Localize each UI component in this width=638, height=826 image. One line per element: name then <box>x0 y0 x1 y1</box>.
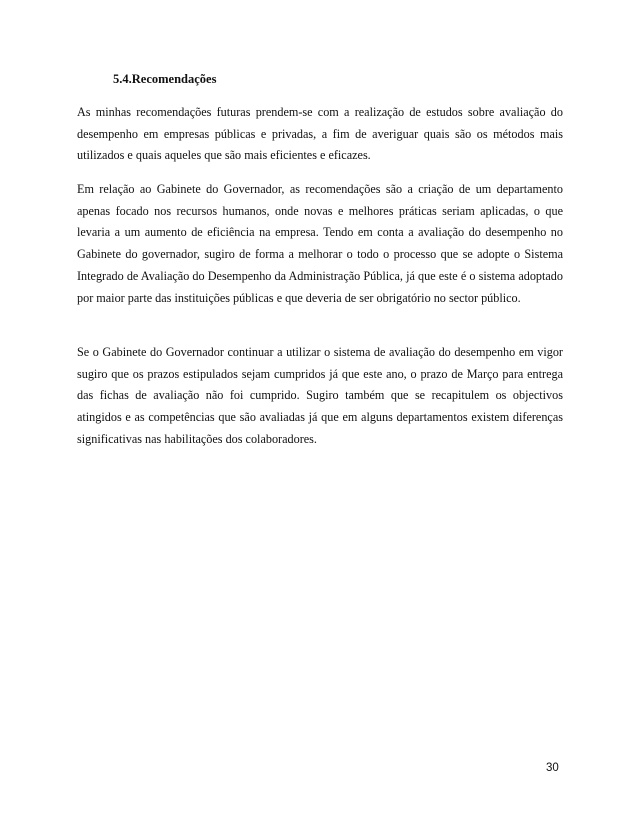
section-heading: 5.4.Recomendações <box>113 72 217 86</box>
paragraph-governor-office: Em relação ao Gabinete do Governador, as recomendações são a criação de um departamento apenas focado nos recursos humanos, onde novas e melhores práticas seriam aplicadas, o que levaria a um aumento de eficiência na empresa. Tendo em conta a avaliação do desempenho no Gabinete do governador, sugiro de forma a melhorar o todo o processo que se adopte o Sistema Integrado de Avaliação do Desempenho da Administração Pública, já que este é o sistema adoptado por maior parte das instituições públicas e que deveria de ser obrigatório no sector público. <box>77 182 563 305</box>
page-number: 30 <box>546 762 559 774</box>
paragraph-current-system: Se o Gabinete do Governador continuar a utilizar o sistema de avaliação do desempenho em vigor sugiro que os prazos estipulados sejam cumpridos já que este ano, o prazo de Março para entrega das fichas de avaliação não foi cumprido. Sugiro também que se recapitulem os objectivos atingidos e as competências que são avaliadas já que em alguns departamentos existem diferenças significativas nas habilitações dos colaboradores. <box>77 345 563 446</box>
paragraph-future-studies: As minhas recomendações futuras prendem-se com a realização de estudos sobre avaliação do desempenho em empresas públicas e privadas, a fim de averiguar quais são os métodos mais utilizados e quais aqueles que são mais eficientes e eficazes. <box>77 105 563 163</box>
